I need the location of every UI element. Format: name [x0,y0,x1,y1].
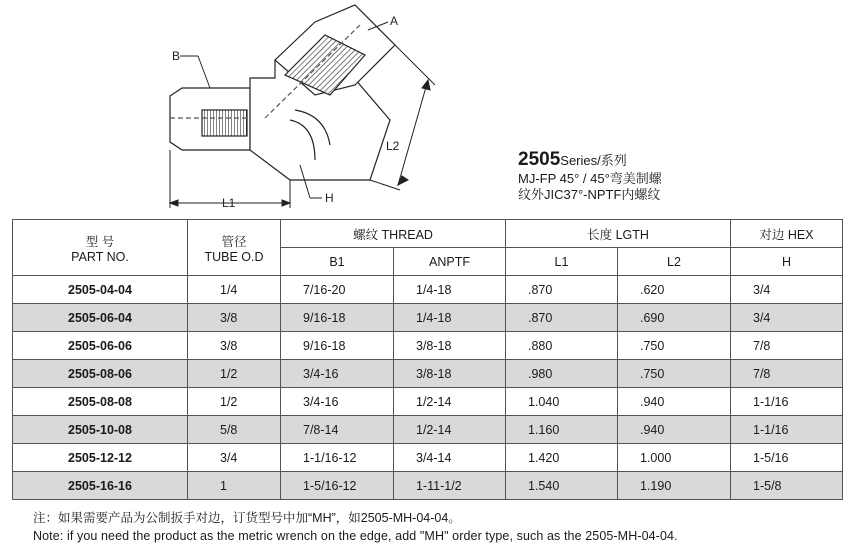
note-en: Note: if you need the product as the metric wrench on the edge, add "MH" order type, such as the 2505-MH-04-04. [33,529,678,543]
fitting-drawing [150,0,450,215]
spec-table [12,219,843,500]
table-row: 2505-10-08 5/8 7/8-14 1/2-14 1.160 .940 1-1/16 [13,416,843,444]
male-thread [202,110,247,136]
series-description-1: MJ-FP 45° / 45°弯美制螺 [518,171,662,186]
series-description-2: 纹外JIC37°-NPTF内螺纹 [518,187,661,202]
header-part-no: 型 号 PART NO. [13,220,188,276]
order-note [33,509,678,545]
header-l1: L1 [506,248,618,276]
table-row: 2505-08-08 1/2 3/4-16 1/2-14 1.040 .940 1-1/16 [13,388,843,416]
header-length: 长度 LGTH [506,220,731,248]
header-b1: B1 [281,248,394,276]
header-hex: 对边 HEX [731,220,843,248]
label-a: A [390,14,399,28]
header-thread: 螺纹 THREAD [281,220,506,248]
label-l1: L1 [222,196,236,210]
header-tube-od: 管径 TUBE O.D [188,220,281,276]
note-cn: 注：如果需要产品为公制扳手对边，订货型号中加“MH”，如2505-MH-04-04。 [33,511,461,525]
table-row: 2505-08-06 1/2 3/4-16 3/8-18 .980 .750 7/8 [13,360,843,388]
table-row: 2505-06-06 3/8 9/16-18 3/8-18 .880 .750 7/8 [13,332,843,360]
header-l2: L2 [618,248,731,276]
series-title [518,150,662,201]
table-row: 2505-06-04 3/8 9/16-18 1/4-18 .870 .690 3/4 [13,304,843,332]
label-h: H [325,191,334,205]
header-h: H [731,248,843,276]
label-b: B [172,49,181,63]
series-number: 2505 [518,149,561,170]
table-row: 2505-16-16 1 1-5/16-12 1-11-1/2 1.540 1.190 1-5/8 [13,472,843,500]
table-row: 2505-12-12 3/4 1-1/16-12 3/4-14 1.420 1.000 1-5/16 [13,444,843,472]
series-label: Series/系列 [560,153,627,168]
table-row: 2505-04-04 1/4 7/16-20 1/4-18 .870 .620 3/4 [13,276,843,304]
header-anptf: ANPTF [394,248,506,276]
label-l2: L2 [386,139,400,153]
